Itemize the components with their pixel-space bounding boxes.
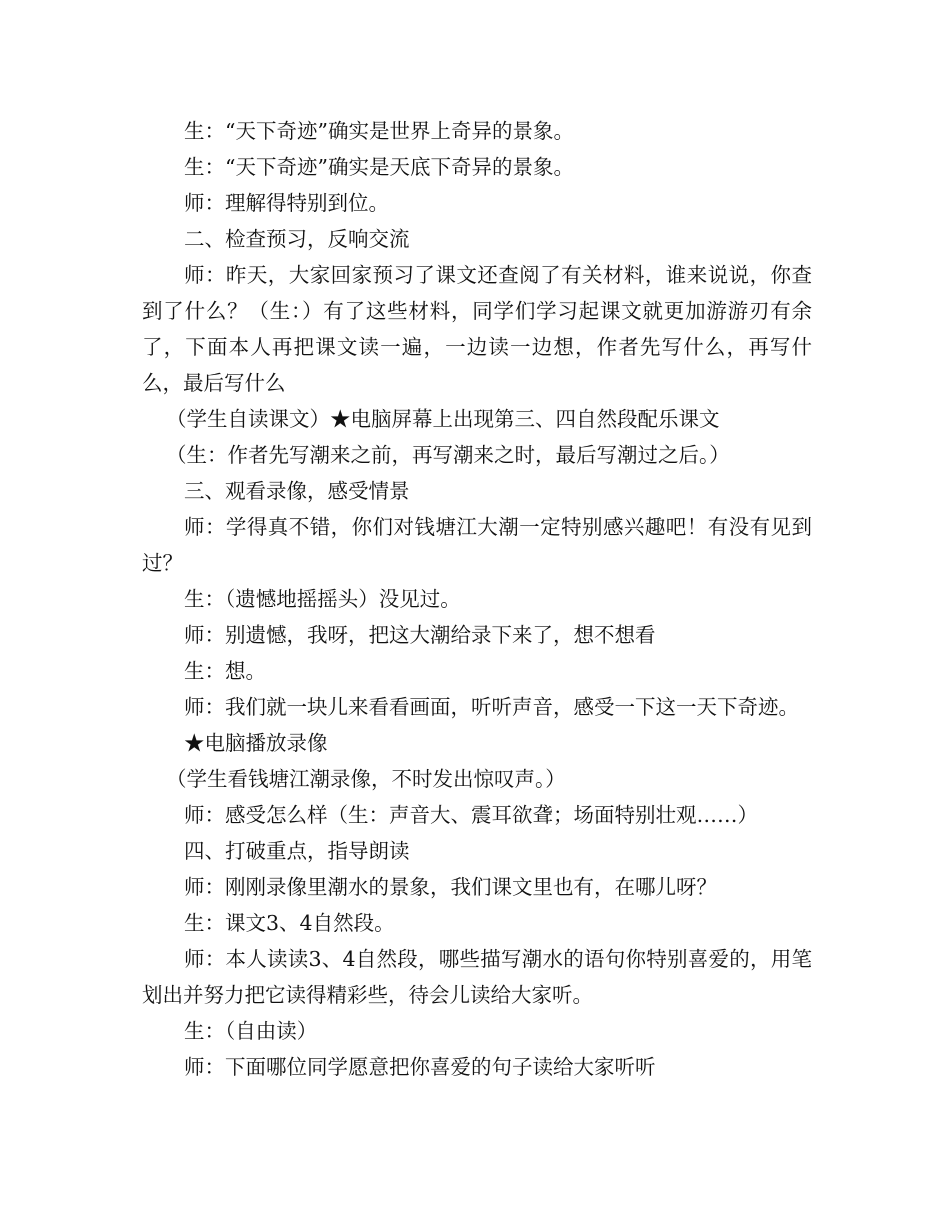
paragraph: 生：（遗憾地摇摇头）没见过。 bbox=[184, 587, 461, 611]
paragraph: 生：（自由读） bbox=[184, 1019, 318, 1043]
paragraph: 师：我们就一块儿来看看画面，听听声音，感受一下这一天下奇迹。 bbox=[184, 695, 799, 719]
paragraph: 师：下面哪位同学愿意把你喜爱的句子读给大家听听 bbox=[184, 1055, 656, 1079]
paragraph: 师：别遗憾，我呀，把这大潮给录下来了，想不想看 bbox=[184, 623, 656, 647]
document-page bbox=[142, 113, 812, 1085]
paragraph: （学生看钱塘江潮录像，不时发出惊叹声。） bbox=[166, 767, 566, 791]
paragraph: 师：昨天，大家回家预习了课文还查阅了有关材料，谁来说说，你查到了什么？（生：）有了这些材料，同学们学习起课文就更加游游刃有余了，下面本人再把课文读一遍，一边读一边想，作者先写什么，再写什么，最后写什么 bbox=[142, 263, 812, 395]
paragraph: 生：课文3、4自然段。 bbox=[184, 911, 395, 935]
paragraph: ★电脑播放录像 bbox=[184, 731, 328, 755]
section-heading: 二、检查预习，反响交流 bbox=[184, 227, 410, 251]
paragraph: 师：学得真不错，你们对钱塘江大潮一定特别感兴趣吧！有没有见到过？ bbox=[142, 515, 812, 575]
paragraph: （生：作者先写潮来之前，再写潮来之时，最后写潮过之后。） bbox=[166, 443, 730, 467]
section-heading: 四、打破重点，指导朗读 bbox=[184, 839, 410, 863]
paragraph: 师：理解得特别到位。 bbox=[184, 191, 389, 215]
paragraph: 生：想。 bbox=[184, 659, 266, 683]
paragraph: 生：“天下奇迹”确实是世界上奇异的景象。 bbox=[184, 119, 574, 143]
paragraph: 师：本人读读3、4自然段，哪些描写潮水的语句你特别喜爱的，用笔划出并努力把它读得精彩些，待会儿读给大家听。 bbox=[142, 947, 812, 1007]
paragraph: 师：刚刚录像里潮水的景象，我们课文里也有，在哪儿呀？ bbox=[184, 875, 717, 899]
section-heading: 三、观看录像，感受情景 bbox=[184, 479, 410, 503]
paragraph: 生：“天下奇迹”确实是天底下奇异的景象。 bbox=[184, 155, 574, 179]
paragraph: 师：感受怎么样（生：声音大、震耳欲聋；场面特别壮观……） bbox=[184, 803, 758, 827]
paragraph: （学生自读课文）★电脑屏幕上出现第三、四自然段配乐课文 bbox=[166, 407, 720, 431]
